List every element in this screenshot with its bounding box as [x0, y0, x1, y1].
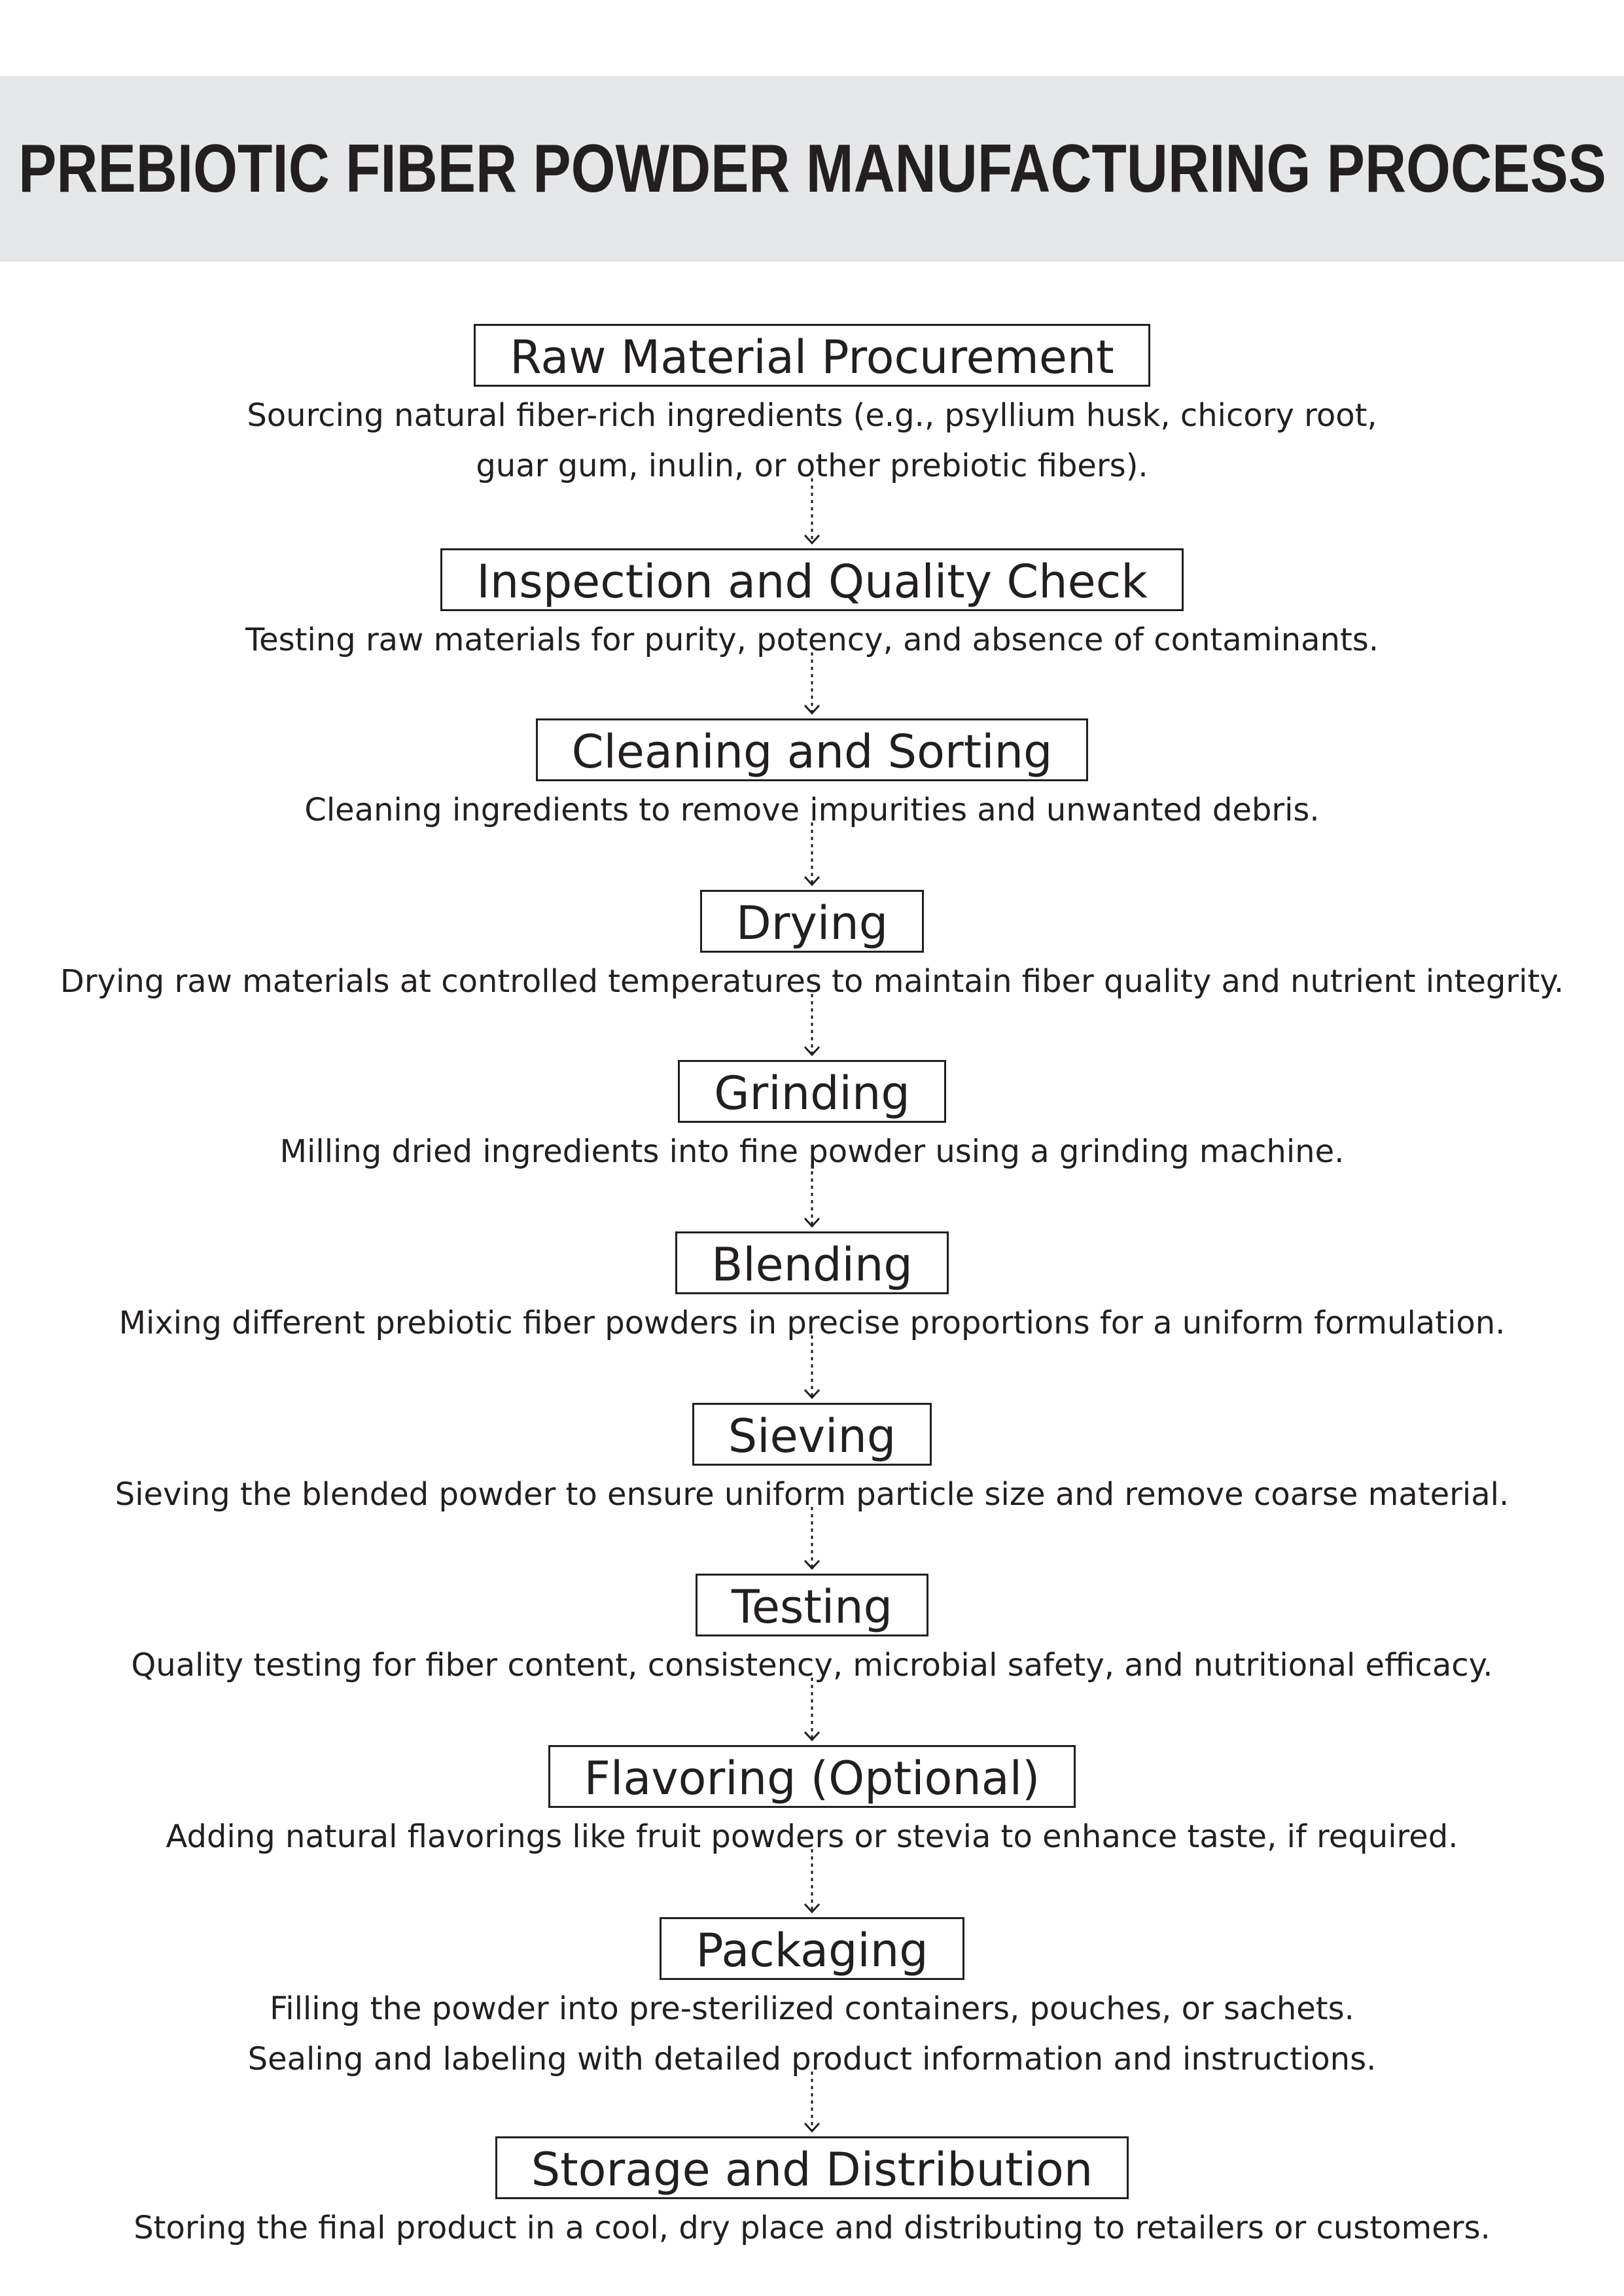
step-description-line: Cleaning ingredients to remove impurities and unwanted debris.: [304, 792, 1320, 828]
step-title-box: Testing: [696, 1574, 928, 1636]
process-step: [0, 1917, 1624, 2085]
title-banner: [0, 76, 1624, 262]
process-step: [0, 324, 1624, 491]
flow-arrow: [811, 652, 813, 715]
flow-arrow: [811, 1164, 813, 1227]
step-description-line: Testing raw materials for purity, potency, and absence of contaminants.: [245, 622, 1379, 658]
step-description-line: Sieving the blended powder to ensure uniform particle size and remove coarse material.: [115, 1476, 1509, 1513]
step-description-line: Mixing different prebiotic fiber powders in precise proportions for a uniform formulation.: [118, 1305, 1506, 1341]
flow-arrow: [811, 1335, 813, 1399]
process-step: [0, 1403, 1624, 1520]
process-step: [0, 1060, 1624, 1177]
process-step: [0, 1231, 1624, 1349]
process-step: [0, 2136, 1624, 2253]
step-title-box: Packaging: [660, 1917, 964, 1980]
step-title-box: Sieving: [692, 1403, 932, 1466]
process-step: [0, 718, 1624, 836]
process-step: [0, 548, 1624, 665]
step-title-box: Flavoring (Optional): [548, 1745, 1076, 1808]
step-description-line: guar gum, inulin, or other prebiotic fibers).: [476, 448, 1148, 484]
step-title-box: Inspection and Quality Check: [440, 548, 1183, 611]
step-title-box: Blending: [675, 1231, 949, 1294]
step-description-line: Quality testing for fiber content, consistency, microbial safety, and nutritional efficacy.: [131, 1647, 1493, 1684]
flow-arrow: [811, 822, 813, 886]
process-step: [0, 1574, 1624, 1691]
step-description: [0, 391, 1624, 491]
step-description-line: Filling the powder into pre-sterilized containers, pouches, or sachets.: [270, 1990, 1354, 2027]
flow-arrow: [811, 478, 813, 544]
process-step: [0, 1745, 1624, 1862]
step-description-line: Drying raw materials at controlled temperatures to maintain fiber quality and nutrient integrity.: [60, 963, 1564, 1000]
flow-arrow: [811, 994, 813, 1056]
step-title-box: Drying: [700, 890, 924, 953]
flow-arrow: [811, 1507, 813, 1570]
step-description-line: Adding natural flavorings like fruit powders or stevia to enhance taste, if required.: [166, 1818, 1458, 1855]
step-description-line: Sealing and labeling with detailed product information and instructions.: [247, 2041, 1377, 2077]
process-step: [0, 890, 1624, 1007]
step-description-line: Sourcing natural fiber-rich ingredients (e.g., psyllium husk, chicory root,: [247, 397, 1377, 434]
step-description-line: Milling dried ingredients into fine powder using a grinding machine.: [279, 1133, 1345, 1170]
step-description: [0, 1984, 1624, 2085]
flow-arrow: [811, 1849, 813, 1913]
flow-arrow: [811, 1678, 813, 1741]
step-description-line: Storing the final product in a cool, dry place and distributing to retailers or customers.: [133, 2210, 1491, 2246]
step-title-box: Storage and Distribution: [495, 2136, 1129, 2199]
step-title-box: Cleaning and Sorting: [536, 718, 1089, 781]
step-title-box: Raw Material Procurement: [474, 324, 1150, 387]
page-title: PREBIOTIC FIBER POWDER MANUFACTURING PROCESS: [18, 130, 1606, 207]
step-title-box: Grinding: [678, 1060, 946, 1123]
flow-arrow: [811, 2072, 813, 2132]
step-description: [0, 2203, 1624, 2253]
